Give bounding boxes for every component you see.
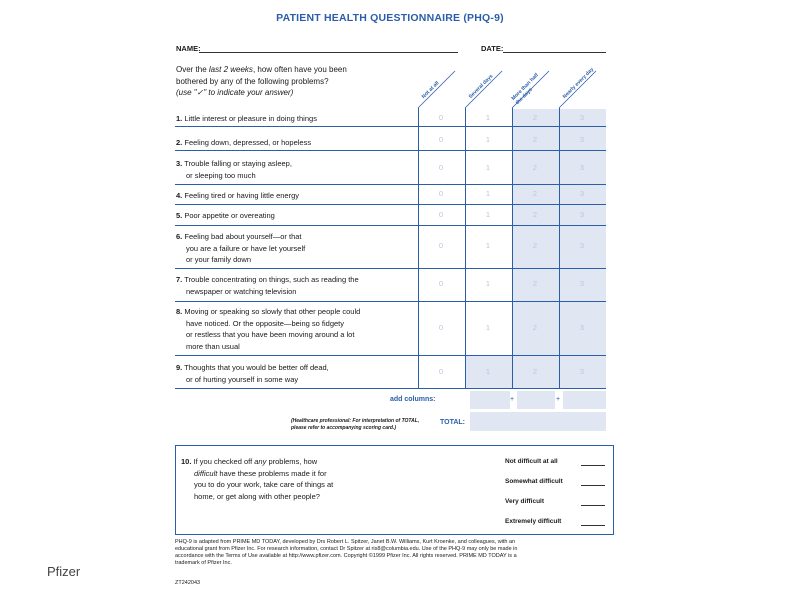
col-header-several-days: Several days (467, 73, 495, 100)
difficulty-option-label: Extremely difficult (505, 518, 562, 525)
difficulty-check-line[interactable] (581, 525, 605, 526)
col-header-not-at-all: Not at all (420, 80, 441, 100)
score-option[interactable]: 0 (438, 135, 444, 144)
date-label: DATE: (481, 44, 504, 53)
score-option[interactable]: 3 (579, 135, 585, 144)
score-option[interactable]: 1 (485, 241, 491, 250)
score-option[interactable]: 1 (485, 189, 491, 198)
date-field[interactable] (503, 52, 606, 53)
grid-hline (175, 268, 606, 269)
question-row-5: 5. Poor appetite or overeating (176, 211, 275, 220)
score-option[interactable]: 1 (485, 210, 491, 219)
score-option[interactable]: 3 (579, 367, 585, 376)
column-total-1[interactable] (470, 391, 510, 409)
score-option[interactable]: 1 (485, 135, 491, 144)
plus-sign: + (510, 396, 515, 403)
score-option[interactable]: 2 (532, 135, 538, 144)
grid-hline (175, 126, 606, 127)
form-code: ZT242043 (175, 580, 201, 586)
score-option[interactable]: 2 (532, 189, 538, 198)
grid-hline (175, 355, 606, 356)
score-option[interactable]: 1 (485, 163, 491, 172)
difficulty-option-label: Somewhat difficult (505, 478, 563, 485)
difficulty-option-label: Very difficult (505, 498, 545, 505)
total-label: TOTAL: (440, 419, 466, 426)
grid-hline (175, 388, 606, 389)
col-header-nearly-every-day: Nearly every day (561, 66, 596, 100)
question-row-7: 7. Trouble concentrating on things, such as reading the newspaper or watching television (176, 275, 359, 296)
grid-hline (175, 204, 606, 205)
score-option[interactable]: 0 (438, 241, 444, 250)
difficulty-check-line[interactable] (581, 505, 605, 506)
grid-hline (175, 225, 606, 226)
score-option[interactable]: 0 (438, 163, 444, 172)
plus-sign: + (556, 396, 561, 403)
score-option[interactable]: 2 (532, 210, 538, 219)
name-label: NAME: (176, 44, 201, 53)
form-title: PATIENT HEALTH QUESTIONNAIRE (PHQ-9) (276, 12, 504, 24)
grid-hline (175, 184, 606, 185)
grid-hline (175, 150, 606, 151)
score-option[interactable]: 2 (532, 323, 538, 332)
score-option[interactable]: 1 (485, 279, 491, 288)
score-option[interactable]: 1 (485, 323, 491, 332)
column-total-3[interactable] (563, 391, 606, 409)
instructions: Over the last 2 weeks, how often have you been bothered by any of the following problems? (use "✓" to indicate your answer) (176, 65, 347, 97)
question-row-6: 6. Feeling bad about yourself—or that you are a failure or have let yourself or your family down (176, 232, 306, 264)
difficulty-check-line[interactable] (581, 485, 605, 486)
difficulty-option-label: Not difficult at all (505, 458, 558, 465)
score-option[interactable]: 0 (438, 279, 444, 288)
question-row-4: 4. Feeling tired or having little energy (176, 191, 300, 200)
add-columns-label: add columns: (390, 396, 436, 403)
question-10-text: 10. If you checked off any problems, how difficult have these problems made it for you to do your work, take care of things at home, or get along with other people? (181, 457, 334, 501)
question-row-8: 8. Moving or speaking so slowly that other people could have noticed. Or the opposite—being so fidgety or restless that you have been moving around a lot more than usual (176, 307, 361, 351)
score-option[interactable]: 0 (438, 210, 444, 219)
col-header-more-than-half: More than half the days (510, 72, 540, 106)
score-option[interactable]: 3 (579, 241, 585, 250)
difficulty-check-line[interactable] (581, 465, 605, 466)
score-option[interactable]: 2 (532, 163, 538, 172)
question-row-3: 3. Trouble falling or staying asleep, or sleeping too much (176, 159, 292, 180)
copyright-notice: PHQ-9 is adapted from PRIME MD TODAY, developed by Drs Robert L. Spitzer, Janet B.W. Williams, Kurt Kroenke, and colleagues, with an educational grant from Pfizer Inc. For research information, contact Dr Spitzer at ris8@columbia.edu. Use of the PHQ-9 may only be made in accordance with the Terms of Use available at http://www.pfizer.com. Copyright ©1999 Pfizer Inc. All rights reserved. PRIME MD TODAY is a trademark of Pfizer Inc. (175, 539, 518, 566)
column-total-2[interactable] (517, 391, 555, 409)
score-option[interactable]: 3 (579, 323, 585, 332)
score-option[interactable]: 1 (485, 113, 491, 122)
score-option[interactable]: 3 (579, 210, 585, 219)
question-row-2: 2. Feeling down, depressed, or hopeless (176, 138, 312, 147)
score-option[interactable]: 0 (438, 113, 444, 122)
score-option[interactable]: 3 (579, 189, 585, 198)
score-option[interactable]: 0 (438, 367, 444, 376)
score-option[interactable]: 3 (579, 113, 585, 122)
pfizer-brand: Pfizer (47, 564, 81, 579)
score-option[interactable]: 0 (438, 189, 444, 198)
total-note: (Healthcare professional: For interpretation of TOTAL, please refer to accompanying scoring card.) (291, 418, 420, 431)
score-option[interactable]: 2 (532, 279, 538, 288)
score-option[interactable]: 2 (532, 113, 538, 122)
score-option[interactable]: 2 (532, 367, 538, 376)
score-option[interactable]: 3 (579, 163, 585, 172)
score-option[interactable]: 2 (532, 241, 538, 250)
score-option[interactable]: 3 (579, 279, 585, 288)
grid-hline (175, 301, 606, 302)
question-row-9: 9. Thoughts that you would be better off dead, or of hurting yourself in some way (176, 363, 329, 384)
name-field[interactable] (199, 52, 458, 53)
column-header-lines (410, 60, 610, 110)
total-field[interactable] (470, 412, 606, 431)
score-option[interactable]: 0 (438, 323, 444, 332)
question-row-1: 1. Little interest or pleasure in doing things (176, 114, 317, 123)
score-option[interactable]: 1 (485, 367, 491, 376)
